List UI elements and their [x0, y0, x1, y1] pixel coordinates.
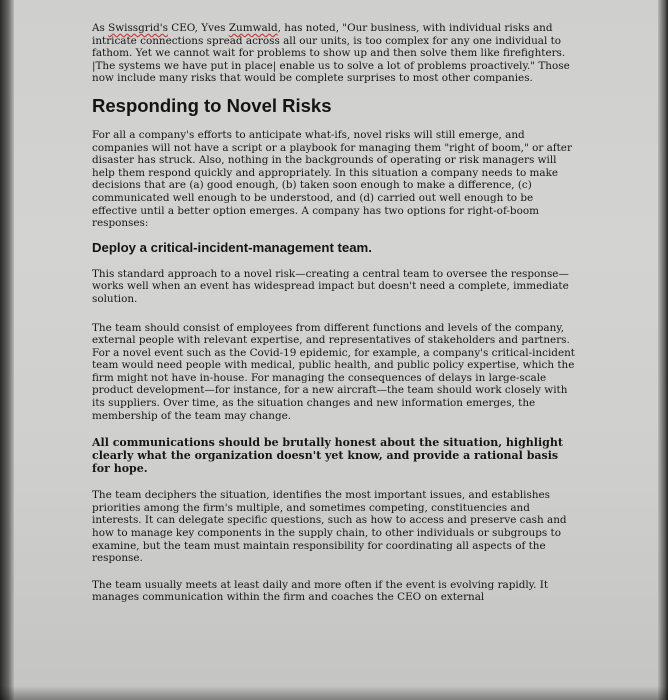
page-right-edge-shadow — [658, 0, 668, 700]
page-left-edge-shadow — [0, 0, 14, 700]
page-bottom-shadow — [0, 686, 668, 700]
article-body — [92, 22, 578, 614]
team-composition-paragraph: The team should consist of employees from different functions and levels of the company, external people with relevant expertise, and representatives of stakeholders and partners. For a novel event such as the Covid-19 epidemic, for example, a company's critical-incident team would need people with medical, public health, and public policy expertise, which the firm might not have in-house. For managing the consequences of delays in large-scale product development—for instance, for a new aircraft—the team should work closely with its suppliers. Over time, as the situation changes and new information emerges, the membership of the team may change. — [92, 321, 575, 422]
standard-approach-paragraph: This standard approach to a novel risk—creating a central team to oversee the response—works well when an event has widespread impact but doesn't need a complete, immediate solution. — [92, 267, 569, 305]
person-name-zumwald: Zumwald — [228, 22, 278, 34]
team-deciphers-paragraph: The team deciphers the situation, identifies the most important issues, and establishes priorities among the firm's multiple, and sometimes competing, constituencies and interests. It can delegate specific questions, such as how to access and preserve cash and how to manage key components in the supply chain, to other individuals or subgroups to examine, but the team must maintain responsibility for coordinating all aspects of the response. — [92, 489, 567, 565]
subheading-critical-incident-team: Deploy a critical-incident-management team. — [92, 239, 372, 255]
novel-risks-paragraph: For all a company's efforts to anticipate what-ifs, novel risks will still emerge, and companies will not have a script or a playbook for managing them "right of boom," or after disaster has struck. Also, nothing in the backgrounds of operating or risk managers will help them respond quickly and appropriately. In this situation a company needs to make decisions that are (a) good enough, (b) taken soon enough to make a difference, (c) communicated well enough to be understood, and (d) carried out well enough to be effective until a better option emerges. A company has two options for right-of-boom responses: — [92, 128, 572, 230]
intro-paragraph: As Swissgrid's CEO, Yves Zumwald, has noted, "Our business, with individual risks and intricate connections spread across all our units, is too complex for any one individual to fathom. Yet we cannot wait for problems to show up and then solve them like firefighters. |The systems we have put in place| enable us to solve a lot of problems proactively." Those now include many risks that would be complete surprises to most other companies. — [92, 22, 570, 85]
section-heading-novel-risks: Responding to Novel Risks — [92, 94, 332, 116]
company-name-swissgrid: Swissgrid's — [108, 22, 168, 34]
team-meets-paragraph: The team usually meets at least daily and more often if the event is evolving rapidly. It manages communication within the firm and coaches the CEO on external — [92, 578, 549, 604]
pull-quote-callout: All communications should be brutally honest about the situation, highlight clearly what the organization doesn't yet know, and provide a rational basis for hope. — [92, 436, 563, 476]
